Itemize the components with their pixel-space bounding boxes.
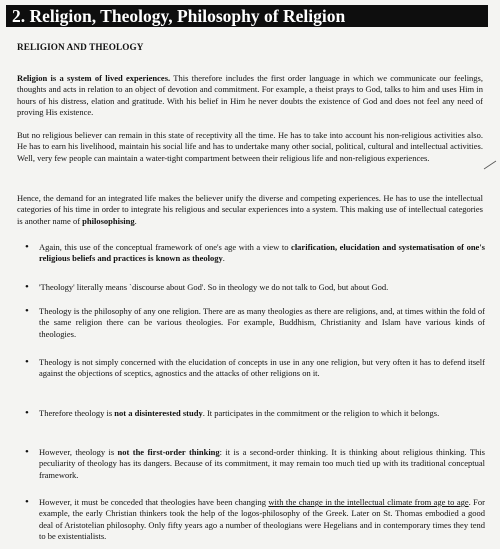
bullet-text: [39, 447, 485, 481]
bullet-text-bold: not a disinterested study: [114, 408, 203, 418]
paragraph-1-text: This therefore includes the first order language in which we communicate our feelings, thoughts and acts in relation to an object of devotion and commitment. For example, a theist prays to God, talks to him and uses Him in hours of his distress, elation and gratitude. With his belief in Him he never doubts the existence of God and does not feel any need of proving His existence.: [17, 73, 483, 118]
bullet-text-end: . It participates in the commitment or the religion to which it belongs.: [202, 408, 440, 418]
paragraph-3-end: .: [134, 215, 137, 226]
bullet-text: Theology is the philosophy of any one religion. There are as many theologies as there are religions, and, at times within the fold of the same religion there can be various theologies. For example, Buddhism, Christianity and Islam have various kinds of theologies.: [39, 306, 485, 339]
bullet-text-plain: However, theology is: [39, 447, 118, 457]
bullet-dot: •: [25, 305, 29, 317]
bullet-text-plain: However, it must be conceded that theologies have been changing: [39, 497, 269, 507]
paragraph-1-bold-lead: Religion is a system of lived experiences.: [17, 73, 171, 83]
paragraph-3-bold: philosophising: [82, 215, 135, 226]
paragraph-1: [17, 73, 483, 119]
bullet-dot: •: [25, 281, 29, 293]
paragraph-3-text: Hence, the demand for an integrated life makes the believer unify the diverse and competing experiences. He has to use the intellectual categories of his time in order to integrate his religious and secular experiences into a system. This making use of intellectual categories is another name of: [17, 193, 483, 226]
bullet-dot: •: [25, 241, 29, 253]
bullet-text: [39, 408, 485, 419]
bullet-text-end: : it is a second-order thinking. It is thinking about religious thinking. This peculiarity of theology has its dangers. Because of its commitment, it may remain too much tied up with its traditional conceptual framework.: [39, 447, 485, 480]
bullet-text-bold: clarification, elucidation and systematisation of one's religious beliefs and practices is known as theology: [39, 242, 485, 264]
paragraph-2: But no religious believer can remain in this state of receptivity all the time. He has to take into account his non-religious activities also. He has to earn his livelihood, maintain his social life and has to undertake many other social, political, cultural and intellectual activities. Well, very few people can maintain a water-tight compartment between their religious life and non-religious experiences.: [17, 130, 483, 163]
bullet-dot: •: [25, 356, 29, 368]
pen-mark: [483, 160, 497, 170]
bullet-dot: •: [25, 407, 29, 419]
bullet-dot: •: [25, 446, 29, 458]
bullet-text: 'Theology' literally means `discourse about God'. So in theology we do not talk to God, but about God.: [39, 282, 389, 292]
bullet-text-end: . For example, the early Christian thinkers took the help of the logos-philosophy of the Greek. Later on St. Thomas embodied a good deal of Aristotelian philosophy. Only fifty years ago a number of theologians were Hegelians and in contemporary times they tend to be existentialists.: [39, 497, 485, 542]
bullet-text-plain: Again, this use of the conceptual framework of one's age with a view to: [39, 242, 292, 252]
bullet-text-end: .: [222, 253, 225, 264]
bullet-text: Theology is not simply concerned with the elucidation of concepts in use in any one religion, but very often it has to defend itself against the objections of sceptics, agnostics and the attacks of other religions on it.: [39, 357, 485, 379]
bullet-text: [39, 497, 485, 543]
paragraph-3: [17, 193, 483, 227]
section-heading: RELIGION AND THEOLOGY: [17, 42, 144, 52]
bullet-text: [39, 242, 485, 265]
bullet-text-plain: Therefore theology is: [39, 408, 115, 418]
bullet-text-bold: not the first-order thinking: [117, 447, 220, 457]
bullet-dot: •: [25, 496, 29, 508]
chapter-title: 2. Religion, Theology, Philosophy of Religion: [6, 5, 488, 27]
bullet-text-underlined: with the change in the intellectual climate from age to age: [268, 497, 469, 507]
